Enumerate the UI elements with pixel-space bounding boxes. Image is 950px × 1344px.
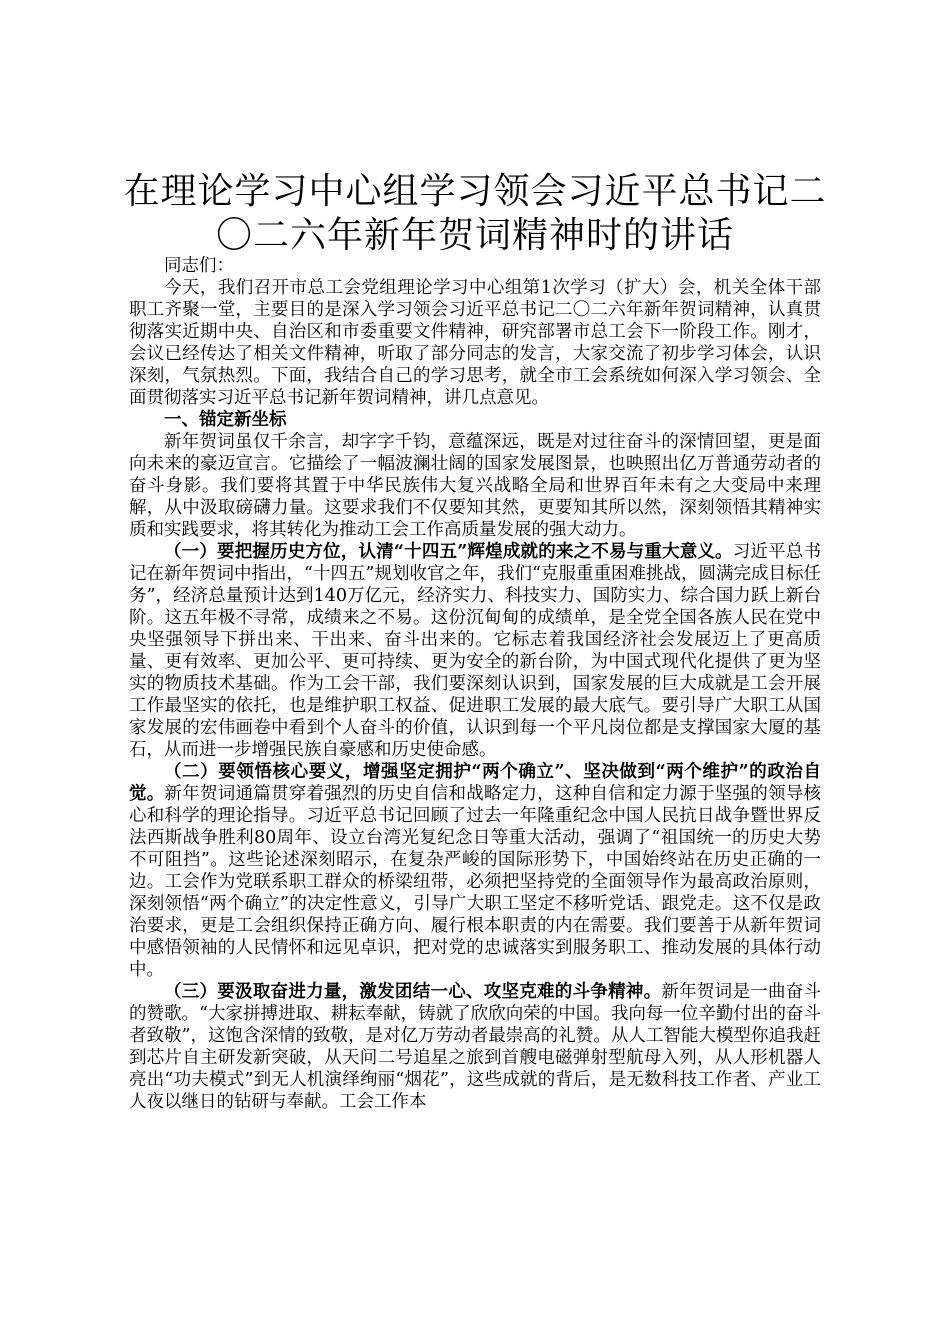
salutation: 同志们： [164,256,234,276]
document-body [129,255,821,1113]
point-2-text: 新年贺词通篇贯穿着强烈的历史自信和战略定力，这种自信和定力源于坚强的领导核心和科学的理论指导。习近平总书记回顾了过去一年隆重纪念中国人民抗日战争暨世界反法西斯战争胜利80周年、设立台湾光复纪念日等重大活动，强调了“祖国统一的历史大势不可阻挡”。这些论述深刻昭示，在复杂严峻的国际形势下，中国始终站在历史正确的一边。工会作为党联系职工群众的桥梁纽带，必须把坚持党的全面领导作为最高政治原则，深刻领悟“两个确立”的决定性意义，引导广大职工坚定不移听党话、跟党走。这不仅是政治要求，更是工会组织保持正确方向、履行根本职责的内在需要。我们要善于从新年贺词中感悟领袖的人民情怀和远见卓识，把对党的忠诚落实到服务职工、推动发展的具体行动中。 [129,784,821,980]
point-3-paragraph [129,981,821,1113]
document-title: 在理论学习中心组学习领会习近平总书记二〇二六年新年贺词精神时的讲话 [123,171,827,256]
point-3-text: 新年贺词是一曲奋斗的赞歌。“大家拼搏进取、耕耘奉献，铸就了欣欣向荣的中国。我向每一位辛勤付出的奋斗者致敬”，这饱含深情的致敬，是对亿万劳动者最崇高的礼赞。从人工智能大模型你追我赶到芯片自主研发新突破，从天问二号追星之旅到首艘电磁弹射型航母入列，从人形机器人亮出“功夫模式”到无人机演绎绚丽“烟花”，这些成就的背后，是无数科技工作者、产业工人夜以继日的钻研与奉献。工会工作本 [129,982,822,1112]
point-3-lead: （三）要汲取奋进力量，激发团结一心、攻坚克难的斗争精神。 [164,982,662,1002]
point-2-lead: （二）要领悟核心要义，增强坚定拥护“两个确立”、坚决做到“两个维护”的政治自觉。 [129,762,821,804]
section-heading-1: 一、锚定新坐标 [164,410,287,430]
point-2-paragraph [129,761,821,981]
point-1-text: 习近平总书记在新年贺词中指出，“十四五”规划收官之年，我们“克服重重困难挑战，圆满完成目标任务”，经济总量预计达到140万亿元，经济实力、科技实力、国防实力、综合国力跃上新台阶。这五年极不寻常，成绩来之不易。这份沉甸甸的成绩单，是全党全国各族人民在党中央坚强领导下拼出来、干出来、奋斗出来的。它标志着我国经济社会发展迈上了更高质量、更有效率、更加公平、更可持续、更为安全的新台阶，为中国式现代化提供了更为坚实的物质技术基础。作为工会干部，我们要深刻认识到，国家发展的巨大成就是工会开展工作最坚实的依托，也是维护职工权益、促进职工发展的最大底气。要引导广大职工从国家发展的宏伟画卷中看到个人奋斗的价值，认识到每一个平凡岗位都是支撑国家大厦的基石，从而进一步增强民族自豪感和历史使命感。 [129,542,821,760]
point-1-lead: （一）要把握历史方位，认清“十四五”辉煌成就的来之不易与重大意义。 [164,542,733,562]
intro-paragraph: 今天，我们召开市总工会党组理论学习中心组第1次学习（扩大）会，机关全体干部职工齐聚一堂，主要目的是深入学习领会习近平总书记二〇二六年新年贺词精神，认真贯彻落实近期中央、自治区和市委重要文件精神，研究部署市总工会下一阶段工作。刚才，会议已经传达了相关文件精神，听取了部分同志的发言，大家交流了初步学习体会，认识深刻，气氛热烈。下面，我结合自己的学习思考，就全市工会系统如何深入学习领会、全面贯彻落实习近平总书记新年贺词精神，讲几点意见。 [129,278,821,408]
point-1-paragraph [129,541,821,761]
section-1-paragraph: 新年贺词虽仅千余言，却字字千钧，意蕴深远，既是对过往奋斗的深情回望，更是面向未来的豪迈宣言。它描绘了一幅波澜壮阔的国家发展图景，也映照出亿万普通劳动者的奋斗身影。我们要将其置于中华民族伟大复兴战略全局和世界百年未有之大变局中来理解，从中汲取磅礴力量。这要求我们不仅要知其然，更要知其所以然，深刻领悟其精神实质和实践要求，将其转化为推动工会工作高质量发展的强大动力。 [129,432,821,540]
